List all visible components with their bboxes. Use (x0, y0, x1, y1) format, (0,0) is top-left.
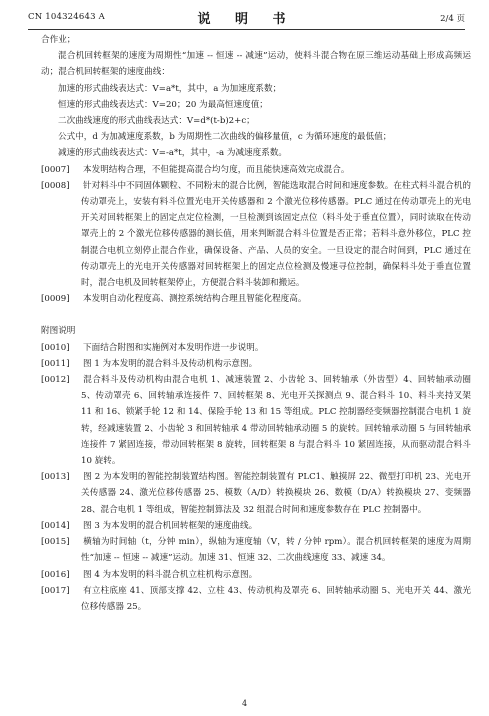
paragraph-number: [0009] (41, 294, 70, 305)
paragraph (41, 534, 471, 566)
formula-line: 二次曲线速度的形式曲线表达式：V=d*(t-b)2+c； (58, 116, 255, 127)
paragraph-text: 针对料斗中不同固体颗粒、不同粉末的混合比例，智能选取混合时间和速度参数。在柱式料斗混合机的传动罩壳上，安装有料斗位置光电开关传感器和 2 个激光位移传感器。PLC 通过在传动罩壳上的光电开关对回转框架上的固定点定位检测，一旦检测到该固定点位（料斗处于垂直位置），同时读取在传动罩壳上的 2 个激光位移传感器的测长值，用来判断混合料斗位置是否正常；若料斗意外移位，PLC 控制混合电机立刻停止混合作业，确保设备、产品、人员的安全。一旦设定的混合时间到，PLC 通过在传动罩壳上的光电开关传感器对回转框架上的固定点位检测及慢速寻位控制，确保料斗处于垂直位置时，混合电机及回转框架停止，方便混合料斗装卸和搬运。 (81, 180, 471, 289)
document-number: CN 104324643 A (28, 12, 105, 22)
paragraph (41, 178, 471, 291)
page-indicator: 2/4 页 (440, 14, 465, 24)
paragraph-text: 图 1 为本发明的混合料斗及传动机构示意图。 (83, 358, 258, 369)
paragraph-text: 有立柱底座 41、顶部支撑 42、立柱 43、传动机构及罩壳 6、回转轴承动圈 5、光电开关 44、激光位移传感器 25。 (81, 585, 471, 612)
paragraph (41, 340, 471, 356)
paragraph (41, 469, 471, 518)
body-line: 合作业； (41, 35, 76, 45)
document-body (41, 32, 471, 615)
paragraph (41, 567, 471, 583)
paragraph-text: 图 2 为本发明的智能控制装置结构图。智能控制装置有 PLC1、触摸屏 22、微型打印机 23、光电开关传感器 24、激光位移传感器 25、模数（A/D）转换模块 26、数模（D/A）转换模块 27、变频器 28、混合电机 1 等组成，智能控制算法及 32 组混合时间和速度参数存在 PLC 控制器中。 (81, 472, 471, 515)
paragraph-text: 横轴为时间轴（t，分钟 min），纵轴为速度轴（V，转 / 分钟 rpm）。混合机回转框架的速度为周期性“加速 -- 恒速 -- 减速”运动。加速 31、恒速 32、二次曲线速度 33、减速 34。 (81, 537, 471, 564)
paragraph (41, 583, 471, 615)
formula-line: 减速的形式曲线表达式：V=-a*t，其中，-a 为减速度系数。 (58, 148, 288, 159)
paragraph-text: 下面结合附图和实施例对本发明作进一步说明。 (83, 342, 264, 353)
document-title: 说 明 书 (197, 12, 296, 27)
header-rule (28, 29, 465, 30)
paragraph-number: [0010] (41, 342, 70, 353)
paragraph-number: [0016] (41, 569, 70, 580)
paragraph-text: 混合料斗及传动机构由混合电机 1、减速装置 2、小齿轮 3、回转轴承（外齿型）4、回转轴承动圈 5、传动罩壳 6、回转轴承连接件 7、回转框架 8、光电开关探测点 9、混合料斗 10、料斗夹持叉架 11 和 16、锁紧手轮 12 和 14、保险手轮 13 和 15 等组成。PLC 控制器经变频器控制混合电机 1 旋转，经减速装置 2、小齿轮 3 和回转轴承 4 带动回转轴承动圈 5 的旋转。回转轴承动圈 5 与回转轴承连接件 7 紧固连接，带动回转框架 8 旋转，回转框架 8 与混合料斗 10 紧固连接，从而驱动混合料斗 10 旋转。 (81, 375, 471, 467)
formula-line: 恒速的形式曲线表达式：V=20；20 为最高恒速度值； (58, 99, 268, 110)
body-line: 混合机回转框架的速度为周期性“加速 -- 恒速 -- 减速”运动，使料斗混合物在原三维运动基础上形成高频运动；混合机回转框架的速度曲线： (41, 51, 471, 78)
paragraph-number: [0017] (41, 585, 70, 596)
paragraph-text: 本发明结构合理，不但能提高混合均匀度，而且能快速高效完成混合。 (83, 164, 350, 175)
paragraph (41, 372, 471, 469)
paragraph (41, 518, 471, 534)
paragraph-text: 本发明自动化程度高、测控系统结构合理且智能化程度高。 (83, 294, 307, 305)
paragraph-number: [0007] (41, 164, 70, 175)
paragraph-text: 图 3 为本发明的混合机回转框架的速度曲线。 (83, 520, 258, 531)
formula-line: 公式中，d 为加减速度系数，b 为周期性二次曲线的偏移量值，c 为循环速度的最低值； (58, 132, 392, 143)
formula-line: 加速的形式曲线表达式：V=a*t，其中，a 为加速度系数； (58, 83, 282, 94)
paragraph (41, 162, 471, 178)
page-header (28, 8, 465, 26)
section-title: 附图说明 (41, 326, 76, 337)
paragraph-number: [0013] (41, 472, 70, 483)
paragraph-number: [0014] (41, 520, 70, 531)
paragraph-number: [0011] (41, 358, 70, 369)
paragraph-number: [0015] (41, 537, 70, 548)
page-number: 4 (241, 699, 248, 708)
paragraph (41, 356, 471, 372)
paragraph-number: [0008] (41, 180, 70, 191)
paragraph-text: 图 4 为本发明的料斗混合机立柱机构示意图。 (83, 569, 258, 580)
paragraph-number: [0012] (41, 375, 70, 386)
paragraph (41, 291, 471, 307)
